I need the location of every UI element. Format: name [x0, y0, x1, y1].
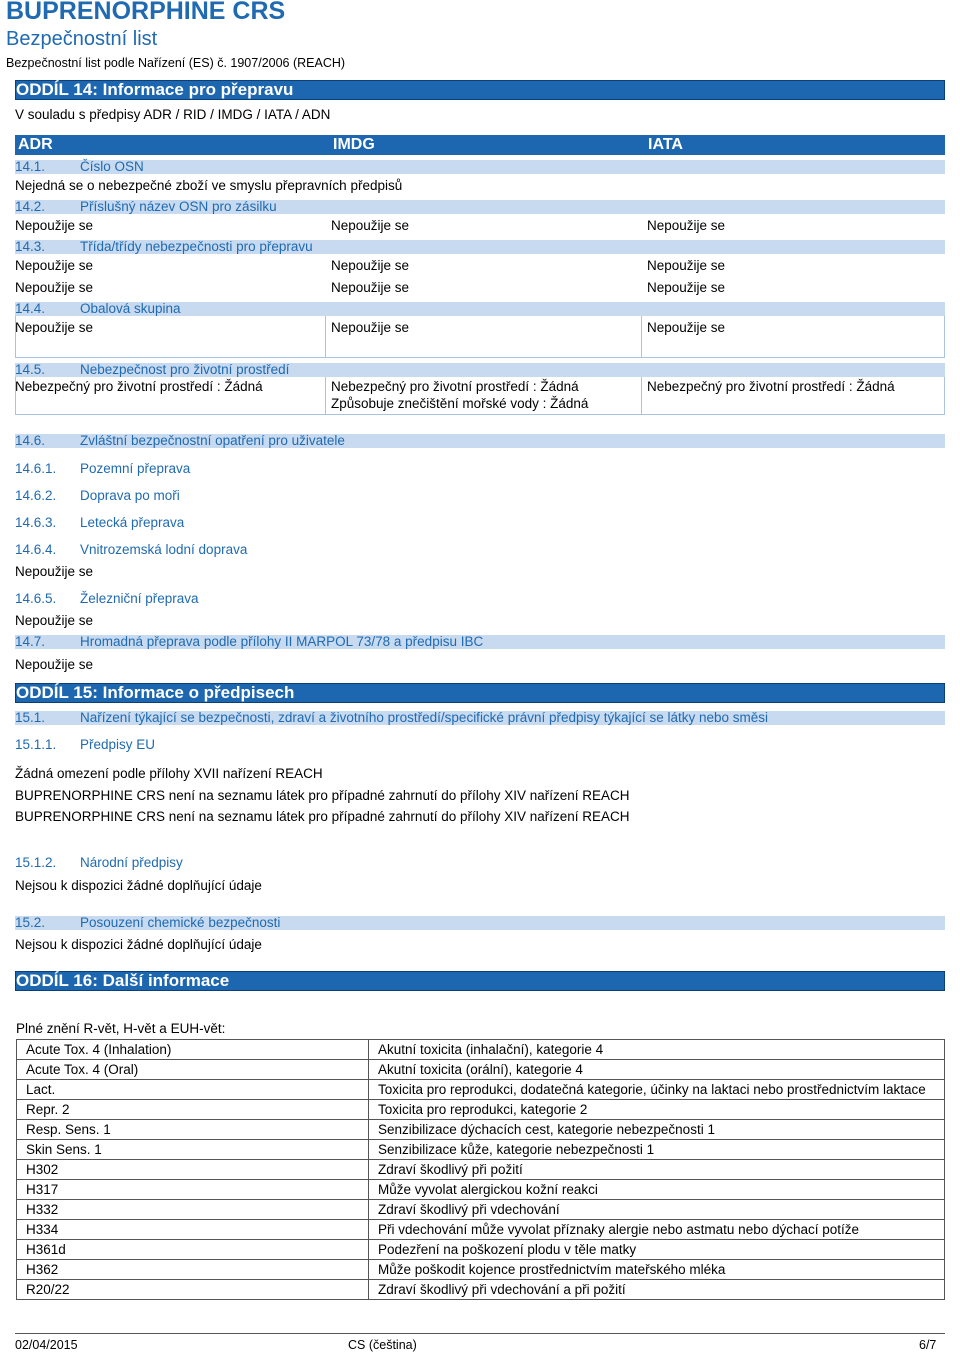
- hazard-code: H361d: [17, 1240, 369, 1260]
- section-15-title: ODDÍL 15: Informace o předpisech: [16, 683, 295, 702]
- full-text-heading: Plné znění R-vět, H-vět a EUH-vět:: [16, 1021, 226, 1036]
- footer-page: 6/7: [919, 1338, 937, 1352]
- hazard-text: Akutní toxicita (orální), kategorie 4: [369, 1060, 945, 1080]
- rail-value: Nepoužije se: [15, 613, 94, 628]
- hazard-text: Toxicita pro reprodukci, dodatečná kategorie, účinky na laktaci nebo prostřednictvím laktace: [369, 1080, 945, 1100]
- hazard-code: Lact.: [17, 1080, 369, 1100]
- hazard-text: Toxicita pro reprodukci, kategorie 2: [369, 1100, 945, 1120]
- table-row: [17, 1200, 945, 1220]
- table-row: [17, 1120, 945, 1140]
- column-divider: [325, 377, 326, 415]
- subsection-number: 14.6.3.: [15, 515, 57, 530]
- eu-regulation-line: Žádná omezení podle přílohy XVII nařízení REACH: [15, 766, 323, 781]
- table-row: [17, 1180, 945, 1200]
- hazard-text: Akutní toxicita (inhalační), kategorie 4: [369, 1040, 945, 1060]
- column-divider: [641, 316, 642, 358]
- regulation-line: Bezpečnostní list podle Nařízení (ES) č. 1907/2006 (REACH): [6, 56, 346, 70]
- hazard-code: Repr. 2: [17, 1100, 369, 1120]
- hazard-code: R20/22: [17, 1280, 369, 1300]
- eu-regulation-line: BUPRENORPHINE CRS není na seznamu látek pro případné zahrnutí do přílohy XIV nařízení REACH: [15, 788, 630, 803]
- subsection-title: Národní předpisy: [80, 855, 183, 870]
- subsection-number: 15.1.2.: [15, 855, 57, 870]
- subsection-number: 14.6.: [15, 433, 46, 448]
- subsection-number: 14.5.: [15, 362, 46, 377]
- column-divider: [325, 316, 326, 358]
- value-imdg: Nepoužije se: [331, 218, 410, 233]
- value-adr: Nepoužije se: [15, 280, 94, 295]
- marine-pollutant: Způsobuje znečištění mořské vody : Žádná: [331, 396, 589, 411]
- value-iata: Nepoužije se: [647, 320, 726, 335]
- hazard-code: Acute Tox. 4 (Inhalation): [17, 1040, 369, 1060]
- table-row: [17, 1240, 945, 1260]
- table-row: [17, 1060, 945, 1080]
- hazard-text: Zdraví škodlivý při vdechování: [369, 1200, 945, 1220]
- hazard-code: H362: [17, 1260, 369, 1280]
- section-14-header: [15, 80, 945, 100]
- hazard-text: Podezření na poškození plodu v těle matky: [369, 1240, 945, 1260]
- marpol-value: Nepoužije se: [15, 657, 94, 672]
- hazard-text: Senzibilizace kůže, kategorie nebezpečnosti 1: [369, 1140, 945, 1160]
- subsection-title: Letecká přeprava: [80, 515, 185, 530]
- value-imdg: Nepoužije se: [331, 280, 410, 295]
- subsection-title: Předpisy EU: [80, 737, 156, 752]
- subsection-title: Nebezpečnost pro životní prostředí: [80, 362, 290, 377]
- hazard-code: Acute Tox. 4 (Oral): [17, 1060, 369, 1080]
- section-16-header: [15, 971, 945, 991]
- value-imdg: Nepoužije se: [331, 258, 410, 273]
- subsection-title: Příslušný název OSN pro zásilku: [80, 199, 277, 214]
- table-row: [17, 1280, 945, 1300]
- subsection-number: 15.2.: [15, 915, 46, 930]
- document-title: Bezpečnostní list: [6, 28, 158, 50]
- national-regulations-value: Nejsou k dispozici žádné doplňující údaje: [15, 878, 262, 893]
- col-adr: ADR: [18, 136, 53, 153]
- un-number-value: Nejedná se o nebezpečné zboží ve smyslu přepravních předpisů: [15, 178, 403, 193]
- subsection-number: 14.3.: [15, 239, 46, 254]
- subsection-title: Nařízení týkající se bezpečnosti, zdraví a životního prostředí/specifické právní předpisy týkající se látky nebo směsi: [80, 710, 769, 725]
- section-15-header: [15, 683, 945, 703]
- hazard-text: Senzibilizace dýchacích cest, kategorie nebezpečnosti 1: [369, 1120, 945, 1140]
- hazard-code: H302: [17, 1160, 369, 1180]
- value-iata: Nepoužije se: [647, 258, 726, 273]
- hazard-code: H332: [17, 1200, 369, 1220]
- table-row: [17, 1140, 945, 1160]
- col-imdg: IMDG: [333, 136, 375, 153]
- value-iata: Nepoužije se: [647, 218, 726, 233]
- subsection-title: Posouzení chemické bezpečnosti: [80, 915, 281, 930]
- footer-rule: [15, 1333, 945, 1334]
- value-adr: Nepoužije se: [15, 258, 94, 273]
- subsection-number: 14.6.5.: [15, 591, 57, 606]
- subsection-title: Hromadná přeprava podle přílohy II MARPOL 73/78 a předpisu IBC: [80, 634, 484, 649]
- hazard-code: H317: [17, 1180, 369, 1200]
- eu-regulation-line: BUPRENORPHINE CRS není na seznamu látek pro případné zahrnutí do přílohy XIV nařízení REACH: [15, 809, 630, 824]
- subsection-title: Třída/třídy nebezpečnosti pro přepravu: [80, 239, 313, 254]
- hazard-text: Při vdechování může vyvolat příznaky alergie nebo astmatu nebo dýchací potíže: [369, 1220, 945, 1240]
- env-adr: Nebezpečný pro životní prostředí : Žádná: [15, 379, 263, 394]
- value-imdg: Nepoužije se: [331, 320, 410, 335]
- packing-group-box: [15, 316, 945, 358]
- footer-date: 02/04/2015: [15, 1338, 78, 1352]
- subsection-number: 14.6.2.: [15, 488, 57, 503]
- subsection-title: Zvláštní bezpečnostní opatření pro uživatele: [80, 433, 345, 448]
- table-row: [17, 1220, 945, 1240]
- subsection-number: 14.6.1.: [15, 461, 57, 476]
- table-row: [17, 1260, 945, 1280]
- subsection-title: Železniční přeprava: [80, 591, 199, 606]
- subsection-number: 14.4.: [15, 301, 46, 316]
- hazard-statements-table: [16, 1039, 945, 1300]
- subsection-number: 14.1.: [15, 159, 46, 174]
- subsection-title: Doprava po moři: [80, 488, 180, 503]
- table-row: [17, 1100, 945, 1120]
- value-adr: Nepoužije se: [15, 320, 94, 335]
- product-name: BUPRENORPHINE CRS: [6, 0, 286, 25]
- chemical-safety-value: Nejsou k dispozici žádné doplňující údaje: [15, 937, 262, 952]
- hazard-text: Může vyvolat alergickou kožní reakci: [369, 1180, 945, 1200]
- env-iata: Nebezpečný pro životní prostředí : Žádná: [647, 379, 895, 394]
- table-row: [17, 1040, 945, 1060]
- env-imdg: Nebezpečný pro životní prostředí : Žádná: [331, 379, 579, 394]
- subsection-number: 15.1.: [15, 710, 46, 725]
- transport-columns-header: [15, 135, 945, 155]
- hazard-code: H334: [17, 1220, 369, 1240]
- hazard-code: Skin Sens. 1: [17, 1140, 369, 1160]
- table-row: [17, 1080, 945, 1100]
- section-16-title: ODDÍL 16: Další informace: [16, 971, 230, 990]
- subsection-title: Pozemní přeprava: [80, 461, 191, 476]
- column-divider: [641, 377, 642, 415]
- subsection-number: 15.1.1.: [15, 737, 57, 752]
- subsection-number: 14.2.: [15, 199, 46, 214]
- subsection-bar: [15, 160, 945, 174]
- subsection-number: 14.7.: [15, 634, 46, 649]
- transport-intro: V souladu s předpisy ADR / RID / IMDG / IATA / ADN: [15, 107, 331, 122]
- subsection-title: Číslo OSN: [80, 159, 144, 174]
- value-iata: Nepoužije se: [647, 280, 726, 295]
- subsection-title: Vnitrozemská lodní doprava: [80, 542, 248, 557]
- subsection-number: 14.6.4.: [15, 542, 57, 557]
- hazard-text: Zdraví škodlivý při požití: [369, 1160, 945, 1180]
- hazard-text: Zdraví škodlivý při vdechování a při požití: [369, 1280, 945, 1300]
- inland-water-value: Nepoužije se: [15, 564, 94, 579]
- table-row: [17, 1160, 945, 1180]
- subsection-title: Obalová skupina: [80, 301, 181, 316]
- value-adr: Nepoužije se: [15, 218, 94, 233]
- col-iata: IATA: [648, 136, 683, 153]
- hazard-code: Resp. Sens. 1: [17, 1120, 369, 1140]
- footer-language: CS (čeština): [348, 1338, 417, 1352]
- hazard-text: Může poškodit kojence prostřednictvím mateřského mléka: [369, 1260, 945, 1280]
- section-14-title: ODDÍL 14: Informace pro přepravu: [16, 80, 294, 99]
